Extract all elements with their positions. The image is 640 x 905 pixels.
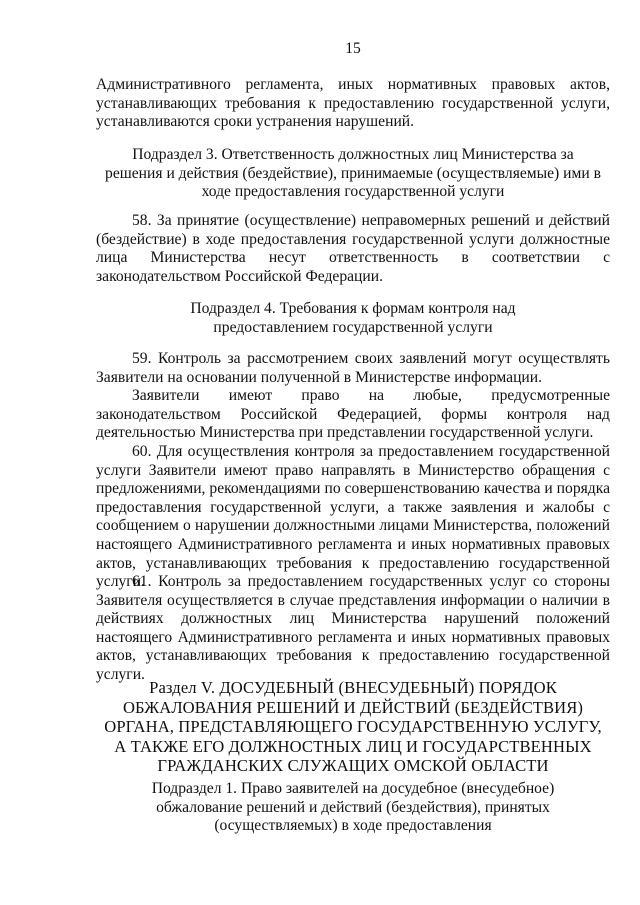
paragraph-58 [96, 212, 610, 286]
paragraph-59-continued [96, 387, 610, 443]
page-number: 15 [345, 40, 361, 57]
section-title: Раздел V. ДОСУДЕБНЫЙ (ВНЕСУДЕБНЫЙ) ПОРЯДОК ОБЖАЛОВАНИЯ РЕШЕНИЙ И ДЕЙСТВИЙ (БЕЗДЕЙСТВИЯ) ОРГАНА, ПРЕДСТАВЛЯЮЩЕГО ГОСУДАРСТВЕННУЮ УСЛУГУ, А ТАКЖЕ ЕГО ДОЛЖНОСТНЫХ ЛИЦ И ГОСУДАРСТВЕННЫХ ГРАЖДАНСКИХ СЛУЖАЩИХ ОМСКОЙ ОБЛАСТИ [104, 678, 602, 775]
subsection-5-1-heading [148, 780, 558, 836]
subsection-title: Подраздел 3. Ответственность должностных лиц Министерства за решения и действия (бездействие), принимаемые (осуществляемые) ими в ходе предоставления государственной услуги [105, 146, 601, 201]
subsection-4-heading [186, 300, 520, 337]
subsection-title: Подраздел 1. Право заявителей на досудебное (внесудебное) обжалование решений и действий (бездействия), принятых (осуществляемых) в ходе предоставления [151, 780, 555, 835]
paragraph-text: 58. За принятие (осуществление) неправомерных решений и действий (бездействие) в ходе предоставления государственной услуги должностные лица Министерства несут ответственность в соответствии с законодательством Российской Федерации. [96, 212, 610, 285]
paragraph-text: 60. Для осуществления контроля за предоставлением государственной услуги Заявители имеют право направлять в Министерство обращения с предложениями, рекомендациями по совершенствованию качества и порядка предоставления государственной услуги, а также заявления и жалобы с сообщением о нарушении должностными лицами Министерства, положений настоящего Административного регламента и иных нормативных правовых актов, устанавливающих требования к предоставлению государственной услуги. [96, 443, 610, 591]
paragraph-61 [96, 573, 610, 685]
section-5-heading [100, 678, 606, 776]
paragraph-text: 61. Контроль за предоставлением государственных услуг со стороны Заявителя осуществляется в случае представления информации о наличии в действиях должностных лиц Министерства нарушений положений настоящего Административного регламента и иных нормативных правовых актов, устанавливающих требования к предоставлению государственной услуги. [96, 573, 610, 683]
subsection-title: Подраздел 4. Требования к формам контроля над предоставлением государственной услуги [190, 300, 516, 336]
paragraph-continuation [96, 76, 610, 132]
subsection-3-heading [104, 146, 602, 202]
paragraph-text: Заявители имеют право на любые, предусмотренные законодательством Российской Федерацией, формы контроля над деятельностью Министерства при представлении государственной услуги. [96, 387, 610, 442]
paragraph-text: 59. Контроль за рассмотрением своих заявлений могут осуществлять Заявители на основании полученной в Министерстве информации. [96, 350, 610, 386]
paragraph-60 [96, 443, 610, 592]
paragraph-text: Административного регламента, иных нормативных правовых актов, устанавливающих требования к предоставлению государственной услуги, устанавливаются сроки устранения нарушений. [96, 76, 610, 131]
paragraph-59 [96, 350, 610, 387]
